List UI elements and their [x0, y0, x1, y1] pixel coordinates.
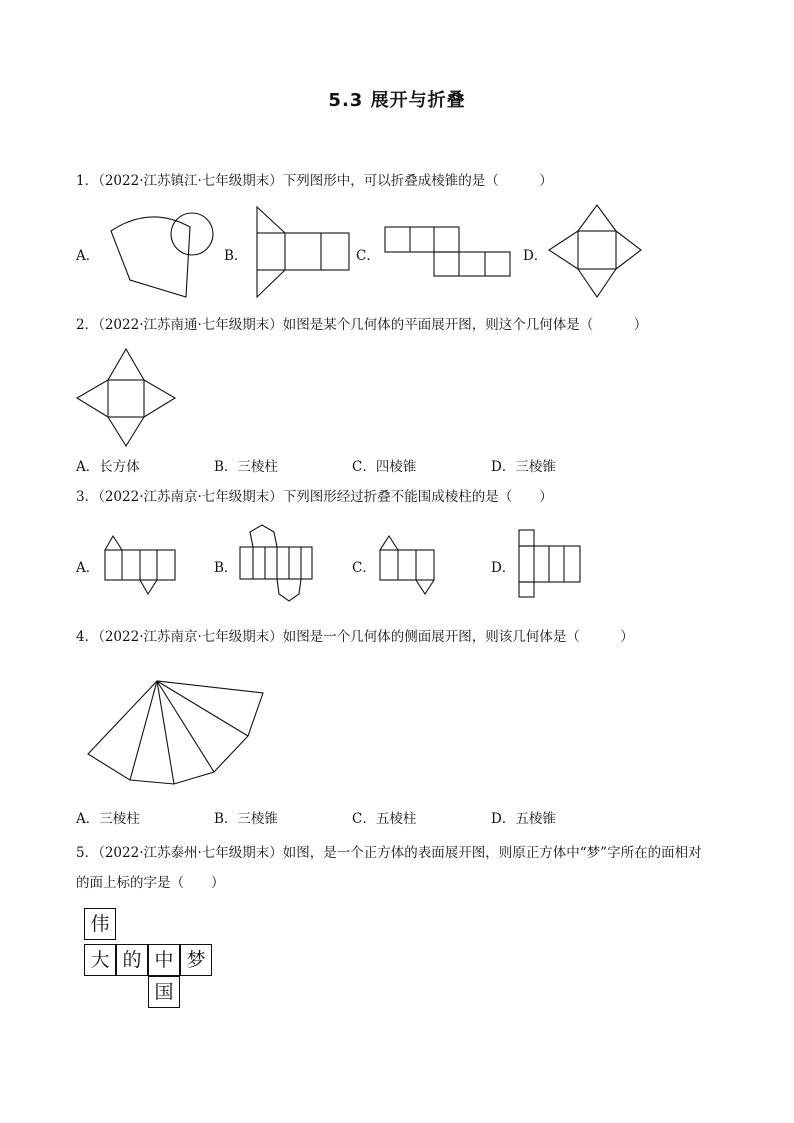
q4-option-d: D．五棱锥	[491, 811, 556, 827]
q5-cell-guo: 国	[148, 976, 180, 1008]
q5-cell-wei: 伟	[84, 908, 116, 940]
q3-option-c-label: C．	[352, 560, 376, 576]
q5-cell-meng: 梦	[180, 944, 212, 976]
q3-option-b-label: B．	[214, 560, 238, 576]
q4-option-b: B．三棱锥	[214, 811, 278, 827]
q1-option-c-label: C．	[356, 248, 380, 264]
q5-cell-zhong: 中	[148, 944, 180, 976]
question-4-stem: 4．（2022·江苏南京·七年级期末）如图是一个几何体的侧面展开图，则该几何体是（ ）	[76, 629, 634, 645]
q3-option-d-label: D．	[491, 560, 516, 576]
page-title: 5.3 展开与折叠	[328, 90, 466, 111]
q3-option-a-label: A．	[76, 560, 100, 576]
question-3-stem: 3．（2022·江苏南京·七年级期末）下列图形经过折叠不能围成棱柱的是（ ）	[76, 489, 553, 505]
q2-option-b: B．三棱柱	[214, 459, 278, 475]
q2-option-c: C．四棱锥	[352, 459, 417, 475]
question-1-stem: 1．（2022·江苏镇江·七年级期末）下列图形中，可以折叠成棱锥的是（ ）	[76, 173, 553, 189]
q1-option-a-label: A．	[76, 248, 100, 264]
q4-option-a: A．三棱柱	[76, 811, 140, 827]
question-2-stem: 2．（2022·江苏南通·七年级期末）如图是某个几何体的平面展开图，则这个几何体是（ ）	[76, 317, 648, 333]
q4-option-c: C．五棱柱	[352, 811, 417, 827]
q5-cell-da: 大	[84, 944, 116, 976]
question-5-stem-line-2: 的面上标的字是（ ）	[76, 875, 225, 891]
q1-option-b-label: B．	[224, 248, 248, 264]
q1-option-d-label: D．	[523, 248, 548, 264]
q5-cell-de: 的	[116, 944, 148, 976]
q2-option-a: A．长方体	[76, 459, 140, 475]
q2-option-d: D．三棱锥	[491, 459, 556, 475]
question-5-stem-line-1: 5．（2022·江苏泰州·七年级期末）如图，是一个正方体的表面展开图，则原正方体中“梦”字所在的面相对	[76, 845, 702, 861]
